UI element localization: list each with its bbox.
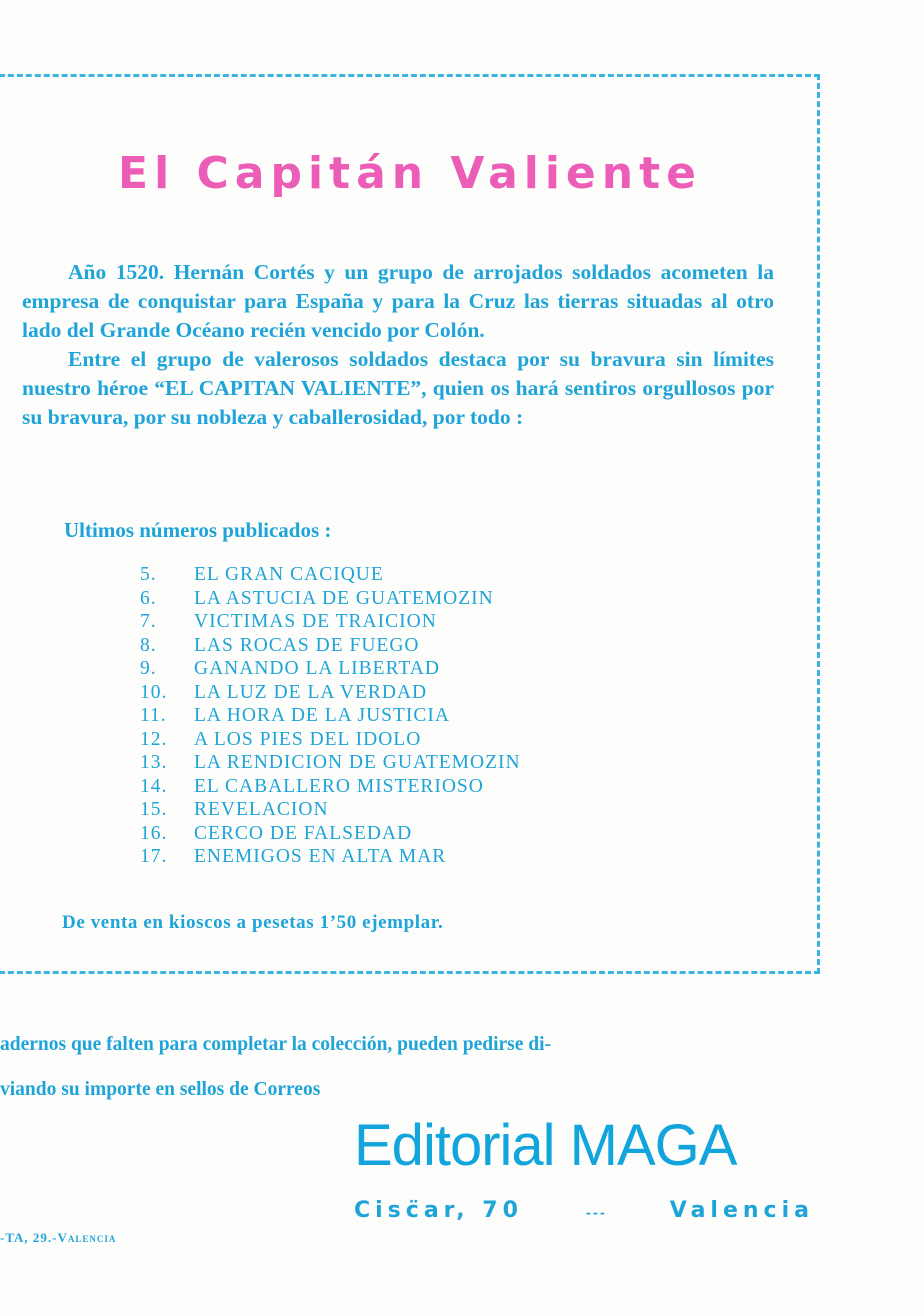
issue-title: EL CABALLERO MISTERIOSO (194, 775, 484, 797)
intro-paragraph-2: Entre el grupo de valerosos soldados destaca por su bravura sin límites nuestro héroe “EL CAPITAN VALIENTE”, quien os hará sentiros orgullosos por su bravura, por su nobleza y caballerosidad, por todo : (22, 347, 774, 429)
issue-title: LA LUZ DE LA VERDAD (194, 681, 428, 703)
issue-item (140, 657, 521, 681)
issue-number: 11. (140, 705, 167, 726)
issue-title: LA RENDICION DE GUATEMOZIN (194, 752, 521, 773)
address-street: Cisc̈ar, 70 (354, 1198, 523, 1223)
issue-item (140, 728, 521, 752)
issue-number: 17. (140, 846, 168, 867)
price-text: De venta en kioscos a pesetas 1’50 ejemplar. (62, 912, 444, 933)
publisher-name: Editorial MAGA (354, 1113, 737, 1178)
issue-number: 16. (140, 822, 168, 844)
issue-item (140, 775, 521, 799)
order-text-line-1: adernos que falten para completar la colección, pueden pedirse di- (0, 1034, 552, 1055)
order-text (0, 1022, 820, 1112)
issue-title: CERCO DE FALSEDAD (194, 822, 413, 844)
issue-title: EL GRAN CACIQUE (194, 564, 384, 585)
issue-item (140, 704, 521, 728)
publisher-address (354, 1198, 814, 1223)
order-text-line-2: viando su importe en sellos de Correos (0, 1079, 321, 1100)
intro-text (22, 258, 774, 432)
issue-item (140, 634, 521, 658)
issue-item (140, 681, 521, 705)
issues-list (140, 563, 521, 869)
address-city: Valencia (669, 1198, 814, 1223)
issue-item (140, 563, 521, 587)
issue-number: 8. (140, 634, 157, 656)
issue-number: 13. (140, 752, 168, 773)
issue-title: LAS ROCAS DE FUEGO (194, 634, 420, 656)
intro-paragraph-1: Año 1520. Hernán Cortés y un grupo de arrojados soldados acometen la empresa de conquistar para España y para la Cruz las tierras situadas al otro lado del Grande Océano recién vencido por Colón. (22, 260, 774, 342)
issue-item (140, 587, 521, 611)
issue-title: REVELACION (194, 799, 329, 820)
issues-heading: Ultimos números publicados : (64, 518, 332, 542)
printer-imprint: -TA, 29.-Valencia (0, 1230, 117, 1245)
issue-title: LA ASTUCIA DE GUATEMOZIN (194, 587, 494, 609)
issue-title: ENEMIGOS EN ALTA MAR (194, 846, 447, 867)
issue-number: 10. (140, 681, 168, 703)
issue-number: 7. (140, 611, 157, 632)
issue-title: A LOS PIES DEL IDOLO (194, 728, 422, 750)
issue-number: 5. (140, 564, 157, 585)
issue-title: LA HORA DE LA JUSTICIA (194, 705, 451, 726)
issue-item (140, 822, 521, 846)
issue-item (140, 845, 521, 869)
address-separator: --- (585, 1206, 607, 1220)
page-title: El Capitán Valiente (118, 148, 702, 199)
issue-title: GANANDO LA LIBERTAD (194, 658, 440, 679)
issue-number: 12. (140, 728, 168, 750)
issue-title: VICTIMAS DE TRAICION (194, 611, 437, 632)
issue-item (140, 610, 521, 634)
issue-number: 6. (140, 587, 157, 609)
issue-number: 15. (140, 799, 168, 820)
issue-item (140, 798, 521, 822)
issue-number: 9. (140, 658, 157, 679)
issue-item (140, 751, 521, 775)
issue-number: 14. (140, 775, 168, 797)
